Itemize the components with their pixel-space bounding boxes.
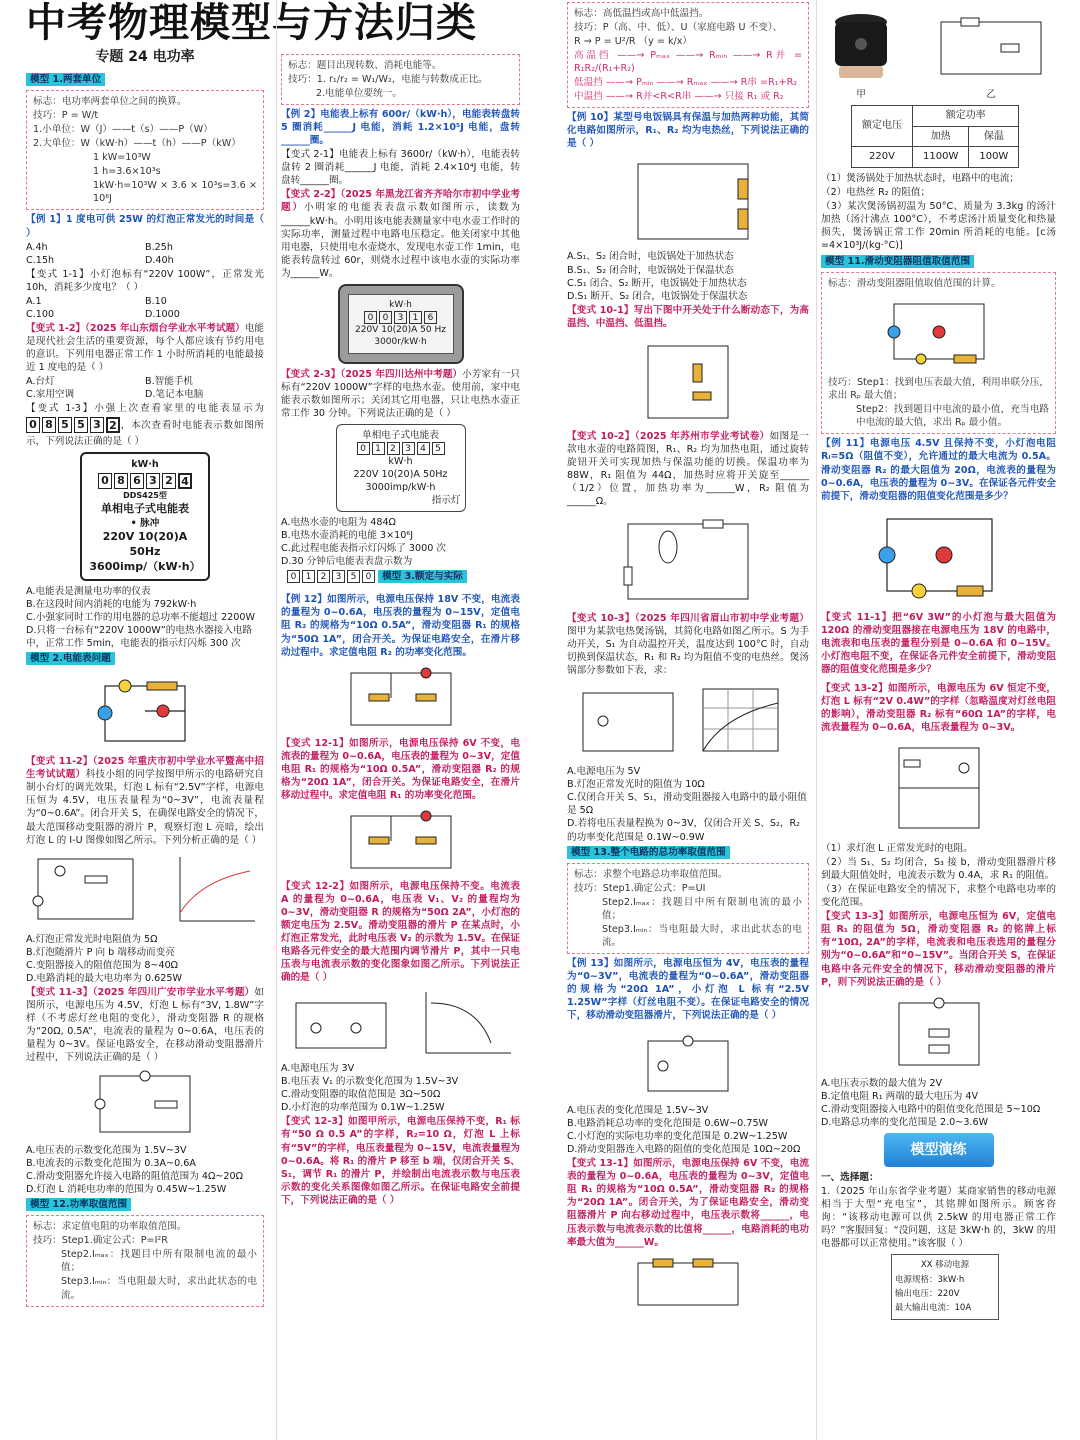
variant-11-3-options: A.电压表的示数变化范围为 1.5V~3V B.电流表的示数变化范围为 0.3A~0.6A C.滑动变阻器允许接入电路的阻值范围为 4Ω~20Ω D.灯泡 L 消耗电功率的范围为 0.45W~1.25W (26, 1145, 243, 1196)
model-2-heading: 模型 2.电能表问题 (26, 652, 115, 665)
example-13: 【例 13】如图所示，电源电压恒为 4V，电压表的量程为“0~3V”，电流表的量程为“0~0.6A”，滑动变阻器的规格为“20Ω 1A”，小灯泡 L 标有“2.5V 1.25W”字样（灯丝电阻不变）。在保证电路安全的情况下，移动滑动变阻器滑片，下列说法正确的是（ ） (567, 957, 809, 1022)
variant-2-3-option-d-reading: 0 1 2 3 5 0 (287, 570, 375, 583)
variant-12-2: 【变式 12-2】如图所示，电源电压保持不变。电流表 A 的量程为 0~0.6A，电压表 V₁、V₂ 的量程均为 0~3V，滑动变阻器 R 的规格为“50Ω 2A”，小灯泡的额定电压为 2.5V。滑动变阻器的滑片 P 在某点时，小灯泡正常发光，此时电压表 V₂ 的示数为 1.5V。在保证电路各元件安全的最大范围内调节滑片 P，其中一只电压表与电流表示数的变化图象如图乙所示。下列说法正确的是（ ） (281, 880, 520, 984)
variant-1-2-head: 【变式 1-2】（2025 年山东烟台学业水平考试题） (26, 322, 245, 334)
example-11-circuit (869, 507, 1009, 607)
variant-10-2: 如图是一款电水壶的电路简图，R₁、R₂ 均为加热电阻，通过旋转旋钮开关可实现加热与保温功能的切换。保温功率为 88W，R₁ 阻值为 44Ω，加热时应将开关旋至______（1/2）位置，加热功率为______W，R₂ 阻值为______Ω。 (567, 430, 810, 507)
variant-11-2: 科技小组的同学按图甲所示的电路研究自制小台灯的调光效果，灯泡 L 标有“2.5V”字样，电源电压恒为 4.5V，电压表量程为“0~3V”，电流表量程为“0~0.6A”。闭合开关 S，在确保电路安全的情况下，最大范围移动变阻器的滑片 P，观察灯泡 L 亮暗，绘出灯泡 L 的 I-U 图像如图乙所示。下列分析正确的是（ ） (26, 769, 265, 846)
soup-pot-circuit (926, 14, 1056, 84)
variant-1-3-options: A.电能表是测量电功率的仪表 B.在这段时间内消耗的电能为 792kW·h C.小强家同时工作的用电器的总功率不能超过 2200W D.只将一台标有“220V 1000W”的电热水器接入电路中，正常工作 5min，电能表的指示灯闪烁 300 次 (26, 585, 255, 650)
example-1-options: A.4h B.25h C.15h D.40h (26, 241, 174, 266)
variant-12-2-options: A.电源电压为 3V B.电压表 V₁ 的示数变化范围为 1.5V~3V C.滑动变阻器的取值范围是 3Ω~50Ω D.小灯泡的功率范围为 0.1W~1.25W (281, 1063, 459, 1114)
example-11: 【例 11】电源电压 4.5V 且保持不变，小灯泡电阻 Rₗ=5Ω（阻值不变），允许通过的最大电流为 0.5A。滑动变阻器 R₂ 的最大阻值为 20Ω，电流表的量程为 0~0.6A，电压表的量程为 0~3V。在保证各元件安全前提下，滑动变阻器的阻值变化范围是多少？ (821, 438, 1056, 502)
variant-11-3-head: 【变式 11-3】（2025 年四川广安市学业水平考题） (26, 986, 255, 998)
example-10: 【例 10】某型号电饭锅具有保温与加热两种功能，其简化电路如图所示，R₁、R₂ 均为电热丝，下列说法正确的是（ ） (567, 112, 809, 150)
meter-reading: 0 8 6 3 2 4 (98, 473, 192, 489)
question-10-3-3: （3）某次煲汤锅初温为 50°C、质量为 3.3kg 的汤汁加热（汤汁沸点 100°C），不考虑汤汁质量变化和热量损失，煲汤锅正常工作 20min 所消耗的电能。[c汤=4×10³J/(kg·°C)] (821, 200, 1056, 252)
variant-2-2: 小明家的电能表表盘示数如图所示，读数为______kW·h。小明用该电能表测量家中电水壶工作时的实际功率，测量过程中电路电压稳定。他关闭家中其他用电器，只使用电水壶烧水，发现电水壶工作 1min，电能表转盘转过 60r，则烧水过程中该电水壶的实际功率为______W。 (281, 202, 521, 279)
question-10-3-2: （2）电热丝 R₂ 的阻值； (821, 186, 931, 198)
circuit-diagram-12-1 (341, 806, 461, 876)
variant-10-3: 图甲为某款电热煲汤锅，其简化电路如图乙所示。S 为手动开关，S₁ 为自动温控开关，温度达到 100°C 时，自动切换到保温状态，R₁ 和 R₂ 均为阻值不变的电热丝。煲汤锅部分参数如下表，求： (567, 626, 809, 677)
example-10-options: A.S₁、S₂ 闭合时，电饭锅处于加热状态 B.S₁、S₂ 闭合时，电饭锅处于保温状态 C.S₁ 闭合、S₂ 断开，电饭锅处于加热状态 D.S₁ 断开、S₂ 闭合，电饭锅处于保温状态 (567, 251, 748, 302)
rice-cooker-circuit (608, 154, 768, 246)
variant-1-2: 电能是现代社会生活的重要资源，每个人都应该有节约用电的意识。下列用电器正常工作 1 小时所消耗的电能最接近 1 度电的是（ ） (26, 322, 264, 373)
question-13-2-3: （3）在保证电路安全的情况下，求整个电路电功率的变化范围。 (821, 884, 1056, 909)
circuit-diagram-13-1 (628, 1253, 748, 1311)
variant-2-1: 【变式 2-1】电能表上标有 3600r/（kW·h），电能表转盘转 2 圈消耗______J 电能，消耗 2.4×10⁴J 电能，转盘转______圈。 (281, 149, 520, 187)
model-11-circuit (879, 294, 999, 372)
circuit-diagram-11-3 (85, 1068, 205, 1140)
circuit-diagram-12 (341, 663, 461, 733)
model-12-heading: 模型 12.功率取值范围 (26, 1198, 131, 1211)
variant-11-2-head: 【变式 11-2】（2025 年重庆市初中学业水平暨高中招生考试试题） (26, 756, 264, 781)
example-2: 【例 2】电能表上标有 600r/（kW·h），电能表转盘转 5 圈消耗______J 电能，消耗 1.2×10⁵J 电能，盘转______圈。 (281, 109, 520, 147)
model-12-box: 标志：求定值电阻的功率取值范围。 技巧：Step1.确定公式：P=I²R Step2.Iₘₐₓ：找题目中所有限制电流的最小值； Step3.Iₘᵢₙ：当电阻最大时，求出此状态的电流。 (26, 1215, 264, 1306)
electric-meter-2-figure: kW·h 0 0 3 1 6 220V 10(20)A 50 Hz 3000r/kW·h (338, 284, 464, 364)
three-level-circuit (633, 334, 743, 426)
question-10-3-1: （1）煲汤锅处于加热状态时，电路中的电流； (821, 172, 1019, 184)
variant-1-1-options: A.1 B.10 C.100 D.1000 (26, 295, 180, 320)
model-10-box: 标志：高低温挡或高中低温挡。 技巧：P（高、中、低）、U（家庭电路 U 不变）、 R ⇒ P = U²/R （y = k/x） 高温挡 ——→ Pₘₐₓ ——→ Rₘᵢₙ ——→ R并 = R₁R₂/(R₁+R₂) 低温挡 ——→ Pₘᵢₙ ——→ Rₘₐₓ ——→ R串 =R₁+R₂ 中温挡 ——→ R并<R<R串 ——→ 只接 R₁ 或 R₂ (567, 2, 809, 108)
circuit-and-iu-graph (30, 851, 260, 929)
variant-2-3-head: 【变式 2-3】（2025 年四川达州中考题） (281, 368, 463, 380)
circuit-diagram-13-3 (884, 993, 994, 1073)
electric-meter-figure: kW·h 0 8 6 3 2 4 DDS425型 单相电子式电能表 • 脉冲 220V 10(20)A 50Hz 3600imp/（kW·h） (80, 452, 210, 581)
meter-2-reading: 0 0 3 1 6 (364, 311, 437, 324)
model-11-heading: 模型 11.滑动变阻器阻值取值范围 (821, 255, 974, 268)
soup-pot-parameter-table: 额定电压 额定功率 加热 保温 220V 1100W 100W (851, 105, 1019, 168)
example-1: 【例 1】1 度电可供 25W 的灯泡正常发光的时间是（ ） (26, 214, 264, 239)
meter-3-reading: 0 1 2 3 4 5 (357, 442, 445, 455)
column-2 (276, 0, 524, 1440)
variant-11-1: 【变式 11-1】把“6V 3W”的小灯泡与最大阻值为 120Ω 的滑动变阻器接在电源电压为 18V 的电路中，电流表和电压表的量程分别是 0~0.6A 和 0~15V。小灯泡电阻不变，在保证各元件安全前提下，滑动变阻器的阻值变化范围是多少？ (821, 611, 1056, 675)
practice-banner: 模型演练 (884, 1133, 994, 1167)
model-11-box: 标志：滑动变阻器阻值取值范围的计算。 技巧：Step1：找到电压表最大值，利用串联分压，求出 Rₚ 最大值； Step2：找到题目中电流的最小值，充当电路中电流的最大值，求出 Rₚ 最小值。 (821, 272, 1056, 434)
practice-question-1: 1.（2025 年山东省学业考题）某商家销售的移动电源相当于大型“充电宝”，其铭牌如图所示。顾客咨询：“该移动电源可以供 2.5kW 的用电器正常工作吗？”客服回复：“没问题，这是 3kW·h 的，3kW 的用电器都可以正常使用。”该客服（ ） (821, 1185, 1056, 1250)
circuit-and-graph-12-3 (573, 681, 803, 761)
variant-13-3-options: A.电压表示数的最大值为 2V B.定值电阻 R₁ 两端的最大电压为 4V C.滑动变阻器接入电路中的阻值变化范围是 5~10Ω D.电路总功率的变化范围是 2.0~3.6W (821, 1077, 1041, 1128)
model-1-box: 标志：电功率两套单位之间的换算。 技巧：P = W/t 1.小单位：W（J）——t（s）——P（W） 2.大单位：W（kW·h）——t（h）——P（kW） 1 kW=10³W 1 h=3.6×10³s 1kW·h=10³W × 3.6 × 10³s=3.6 × 10⁶J (26, 90, 264, 210)
variant-2-3-options: A.电热水壶的电阻为 484Ω B.电热水壶消耗的电能 3×10⁶J C.此过程电能表指示灯闪烁了 3000 次 D.30 分钟后电能表表盘示数为 (281, 517, 446, 568)
column-3 (563, 0, 813, 1440)
circuit-and-graph-12-2 (286, 988, 516, 1058)
electric-meter-3-figure: 单相电子式电能表 0 1 2 3 4 5 kW·h 220V 10(20)A 50Hz 3000imp/kW·h 指示灯 (336, 424, 466, 512)
variant-1-1: 【变式 1-1】小灯泡标有“220V 100W”，正常发光 10h，消耗多少度电？（ ） (26, 268, 264, 293)
model-2-box: 标志：题目出现转数、消耗电能等。 技巧：1. r₁/r₂ = W₁/W₂，电能与转数成正比。 2.电能单位要统一。 (281, 54, 520, 105)
kettle-circuit (618, 512, 758, 608)
variant-10-1: 【变式 10-1】写出下图中开关处于什么断动态下，为高温挡、中温挡、低温挡。 (567, 304, 809, 329)
model-3-heading: 模型 3.额定与实际 (378, 570, 467, 583)
page-subtitle: 专题 24 电功率 (95, 49, 195, 65)
variant-10-3-head: 【变式 10-3】（2025 年四川省眉山市初中学业考题） (567, 613, 809, 625)
section-multiple-choice: 一、选择题： (821, 1171, 879, 1183)
previous-reading: 0 8 5 5 3 2 (26, 417, 120, 433)
power-bank-nameplate: XX 移动电源 电源规格：3kW·h 输出电压：220V 最大输出电流：10A (891, 1254, 999, 1320)
column-4 (816, 0, 1060, 1440)
soup-pot-figures: 甲 乙 (821, 4, 1056, 101)
variant-10-2-head: 【变式 10-2】（2025 年苏州市学业考试卷） (567, 430, 770, 442)
circuit-diagram-13-2 (884, 738, 994, 838)
variant-12-1: 【变式 12-1】如图所示，电源电压保持 6V 不变，电流表的量程为 0~0.6A，电压表的量程为 0~3V，定值电阻 R₁ 的规格为“10Ω 0.5A”，滑动变阻器 R₂ 的规格为“20Ω 1A”，闭合开关。为保证电路安全，在滑片移动过程中。求定值电阻 R₁ 的功率变化范围。 (281, 737, 520, 801)
variant-11-2-options: A.灯泡正常发光时电阻值为 5Ω B.灯泡随滑片 P 向 b 端移动而变亮 C.变阻器接入的阻值范围为 8~40Ω D.电路消耗的最大电功率为 0.625W (26, 933, 182, 984)
example-12: 【例 12】如图所示，电源电压保持 18V 不变，电流表的量程为 0~0.6A，电压表的量程为 0~15V，定值电阻 R₂ 的规格为“10Ω 0.5A”，滑动变阻器 R₁ 的规格为“50Ω 1A”，闭合开关。为保证电路安全，在滑片移动过程中。求定值电阻 R₂ 的功率变化范围。 (281, 594, 520, 658)
model-13-heading: 模型 13.整个电路的总功率取值范围 (567, 846, 730, 859)
question-13-2-2: （2）当 S₁、S₂ 均闭合，S₃ 接 b，滑动变阻器滑片移到最大阻值处时，电流表示数为 0.4A，求 R₁ 的阻值。 (821, 857, 1056, 882)
variant-12-3: 【变式 12-3】如图甲所示，电源电压保持不变，R₁ 标有“50 Ω 0.5 A”的字样，R₂=10 Ω，灯泡 L 上标有“5V”的字样，电压表量程为 0~15V，电流表量程为 0~0.6A。将 R₁ 的滑片 P 移至 b 端，仅闭合开关 S、S₁，调节 R₁ 的滑片 P，并绘制出电流表示数与电压表示数的变化关系图像如图乙所示。在保证电路安全前提下，下列说法正确的是（ ） (281, 1116, 520, 1206)
variant-2-3: 小芳家有一只标有“220V 1000W”字样的电热水壶。使用前，家中电能表示数如图所示；关闭其它用电器，只让电热水壶正常工作 30 分钟。下列说法正确的是（ ） (281, 368, 520, 419)
variant-1-3: 【变式 1-3】小强上次查看家里的电能表显示为 0 8 5 5 3 2 ，本次查看时电能表示数如图所示，下列说法正确的是（ ） (26, 403, 264, 448)
example-13-options: A.电压表的变化范围是 1.5V~3V B.电路消耗总功率的变化范围是 0.6W~0.75W C.小灯泡的实际电功率的变化范围是 0.2W~1.25W D.滑动变阻器连入电路的阻值的变化范围是 10Ω~20Ω (567, 1105, 801, 1156)
model-1-heading: 模型 1.两套单位 (26, 73, 105, 86)
variant-13-1: 【变式 13-1】如图所示，电源电压保持 6V 不变，电流表的量程为 0~0.6A，电压表的量程为 0~3V，定值电阻 R₁ 的规格为“10Ω 0.5A”，滑动变阻器 R₂ 的规格为“20Ω 1A”。闭合开关，为了保证电路安全，滑动变阻器滑片 P 向右移动过程中，电压表示数将______，电压表示数与电流表示数的比值将______，电路消耗的电功率最大值为______W。 (567, 1158, 809, 1248)
page-title: 中考物理模型与方法归类 (26, 0, 477, 46)
variant-13-2: 【变式 13-2】如图所示，电源电压为 6V 恒定不变，灯泡 L 标有“2V 0.4W”的字样（忽略温度对灯丝电阻的影响），滑动变阻器 R₂ 标有“60Ω 1A”的字样，电流表量程为 0~0.6A，电压表量程为 0~3V。 (821, 682, 1056, 734)
question-13-2-1: （1）求灯泡 L 正常发光时的电阻。 (821, 843, 973, 855)
variant-1-2-options: A.台灯 B.智能手机 C.家用空调 D.笔记本电脑 (26, 376, 204, 401)
model-13-box: 标志：求整个电路总功率取值范围。 技巧：Step1.确定公式：P=UI Step2.Iₘₐₓ：找题目中所有限制电流的最小值； Step3.Iₘᵢₙ：当电阻最大时，求出此状态的电流。 (567, 863, 809, 954)
variant-13-3: 【变式 13-3】如图所示，电源电压恒为 6V，定值电阻 R₁ 的阻值为 5Ω，滑动变阻器 R₂ 的铭牌上标有“10Ω, 2A”的字样，电流表和电压表选用的量程分别为“0~0.6A”和“0~15V”。当闭合开关 S，在保证电路中各元件安全的情况下，移动滑动变阻器的滑片 P，则下列说法正确的是（ ） (821, 911, 1056, 988)
variant-12-3-options: A.电源电压为 5V B.灯泡正常发光时的阻值为 10Ω C.仅闭合开关 S、S₁，滑动变阻器接入电路中的最小阻值是 5Ω D.若将电压表量程换为 0~3V，仅闭合开关 S、S₂，R₂ 的功率变化范围是 0.1W~0.9W (567, 766, 807, 843)
circuit-diagram-lamp-rheostat (85, 671, 205, 751)
variant-2-2-head: 【变式 2-2】（2025 年黑龙江省齐齐哈尔市初中学业考题） (281, 189, 520, 214)
circuit-diagram-13 (633, 1026, 743, 1100)
variant-11-3: 如图所示，电源电压为 4.5V，灯泡 L 标有“3V, 1.8W”字样（不考虑灯丝电阻的变化），滑动变阻器 R 的规格为“20Ω, 0.5A”，电流表的量程为 0~0.6A，电压表的量程为 0~3V。保证电路安全，在移动滑动变阻器滑片过程中，下列说法正确的是（ ） (26, 986, 264, 1064)
soup-pot-photo (821, 4, 901, 84)
